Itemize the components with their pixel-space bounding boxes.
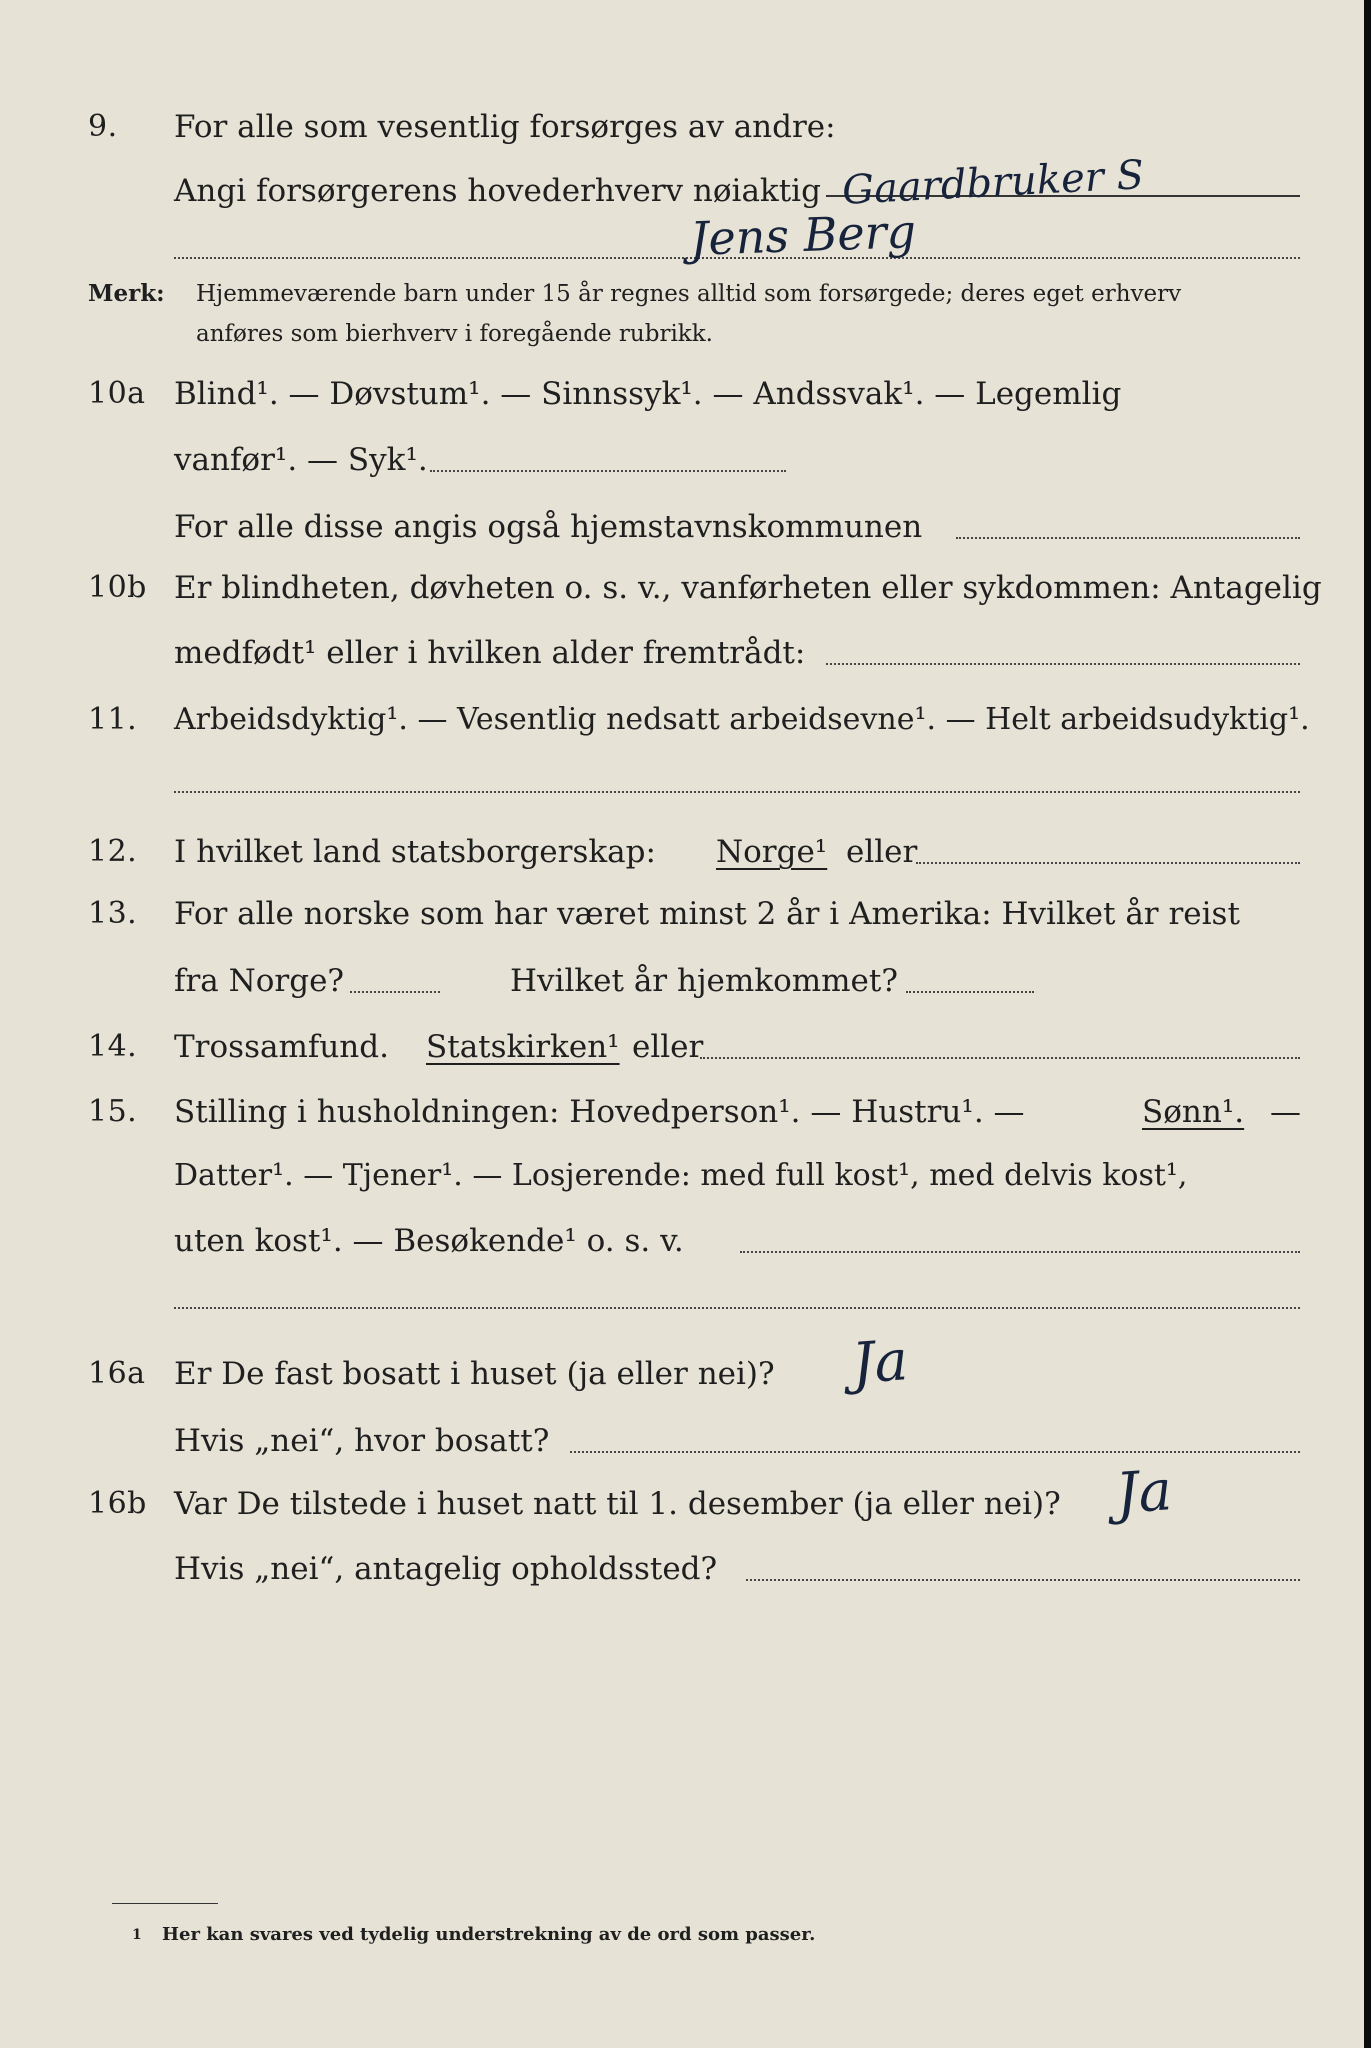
q14-suffix: eller [632, 1029, 704, 1065]
q12-prefix: I hvilket land statsborgerskap: [174, 834, 656, 870]
q10a-row-1 [0, 364, 1371, 424]
q12-suffix: eller [846, 834, 918, 870]
q10a-row-2 [0, 430, 1371, 490]
q12-row [0, 822, 1371, 882]
q16b-handwritten-answer: Ja [1113, 1458, 1175, 1527]
q15-row-1 [0, 1082, 1371, 1142]
q14-option-statskirken-underlined: Statskirken¹ [426, 1029, 620, 1065]
q10b-line-2: medfødt¹ eller i hvilken alder fremtrådt: [174, 635, 806, 671]
merk-label: Merk: [88, 280, 165, 307]
footnote-mark: 1 [132, 1927, 142, 1943]
q15-number: 15. [88, 1094, 138, 1129]
q10a-line-3: For alle disse angis også hjemstavnskommunen [174, 509, 923, 545]
q9-line-1: For alle som vesentlig forsørges av andre: [174, 109, 836, 145]
q12-number: 12. [88, 834, 138, 869]
q10a-line-2: vanfør¹. — Syk¹. [174, 442, 428, 478]
footnote-rule [112, 1903, 218, 1904]
q12-answer-line [916, 862, 1300, 864]
q15-answer-line-2 [174, 1307, 1300, 1309]
q15-line-1b: — [1270, 1094, 1301, 1130]
q12-option-norge-underlined: Norge¹ [716, 834, 828, 870]
merk-line-1: Hjemmeværende barn under 15 år regnes alltid som forsørgede; deres eget erhverv [196, 281, 1182, 307]
q11-number: 11. [88, 702, 138, 737]
q14-number: 14. [88, 1029, 138, 1064]
q11-line-1: Arbeidsdyktig¹. — Vesentlig nedsatt arbeidsevne¹. — Helt arbeidsudyktig¹. [174, 702, 1310, 737]
q16a-line-2: Hvis „nei“, hvor bosatt? [174, 1423, 550, 1459]
q14-row [0, 1017, 1371, 1077]
q10a-line-1: Blind¹. — Døvstum¹. — Sinnssyk¹. — Andssvak¹. — Legemlig [174, 376, 1122, 412]
q16b-number: 16b [88, 1486, 147, 1521]
q11-row-1 [0, 690, 1371, 750]
footnote-text: Her kan svares ved tydelig understrekning av de ord som passer. [162, 1924, 816, 1945]
q15-line-2: Datter¹. — Tjener¹. — Losjerende: med full kost¹, med delvis kost¹, [174, 1158, 1188, 1193]
merk-line-2: anføres som bierhverv i foregående rubrikk. [196, 321, 713, 347]
q15-option-sonn-underlined: Sønn¹. [1142, 1094, 1245, 1130]
q10b-answer-line [826, 663, 1300, 665]
q10a-number: 10a [88, 376, 146, 411]
q16a-line-1: Er De fast bosatt i huset (ja eller nei)? [174, 1356, 775, 1392]
q16a-row-1 [0, 1344, 1371, 1404]
q11-answer-line [174, 791, 1300, 793]
q9-row-1 [0, 97, 1371, 157]
q15-answer-line-1 [740, 1251, 1300, 1253]
q13-reist-answer-line [350, 991, 440, 993]
q13-line-2b: Hvilket år hjemkommet? [510, 963, 898, 999]
q13-number: 13. [88, 896, 138, 931]
q10a-answer-line-1 [430, 470, 786, 472]
q10a-answer-line-2 [956, 537, 1300, 539]
q9-number: 9. [88, 109, 118, 144]
q13-row-2 [0, 951, 1371, 1011]
q16b-line-2: Hvis „nei“, antagelig opholdssted? [174, 1551, 718, 1587]
q13-line-1: For alle norske som har været minst 2 år i Amerika: Hvilket år reist [174, 896, 1240, 932]
q13-line-2a: fra Norge? [174, 963, 345, 999]
q9-handwritten-occupation: Gaardbruker S [841, 152, 1146, 214]
q10a-row-3 [0, 497, 1371, 557]
q16a-answer-line [570, 1451, 1300, 1453]
q15-row-3 [0, 1211, 1371, 1271]
q9-line-2: Angi forsørgerens hovederhverv nøiaktig [174, 173, 821, 209]
q16a-handwritten-answer: Ja [849, 1328, 911, 1397]
q15-line-3: uten kost¹. — Besøkende¹ o. s. v. [174, 1223, 684, 1259]
q16b-answer-line [746, 1579, 1300, 1581]
q9-handwritten-name: Jens Berg [689, 204, 917, 266]
q10b-row-2 [0, 623, 1371, 683]
q14-answer-line [700, 1057, 1300, 1059]
q13-hjemkommet-answer-line [906, 991, 1034, 993]
q9-row-2 [0, 161, 1371, 221]
q13-row-1 [0, 884, 1371, 944]
q10b-line-1: Er blindheten, døvheten o. s. v., vanførheten eller sykdommen: Antagelig [174, 570, 1322, 606]
q15-line-1a: Stilling i husholdningen: Hovedperson¹. — Hustru¹. — [174, 1094, 1025, 1130]
q16b-row-2 [0, 1539, 1371, 1599]
q15-row-2 [0, 1146, 1371, 1206]
q10b-number: 10b [88, 570, 147, 605]
q16b-line-1: Var De tilstede i huset natt til 1. desember (ja eller nei)? [174, 1486, 1061, 1522]
q10b-row-1 [0, 558, 1371, 618]
q14-prefix: Trossamfund. [174, 1029, 389, 1065]
q16a-number: 16a [88, 1356, 146, 1391]
